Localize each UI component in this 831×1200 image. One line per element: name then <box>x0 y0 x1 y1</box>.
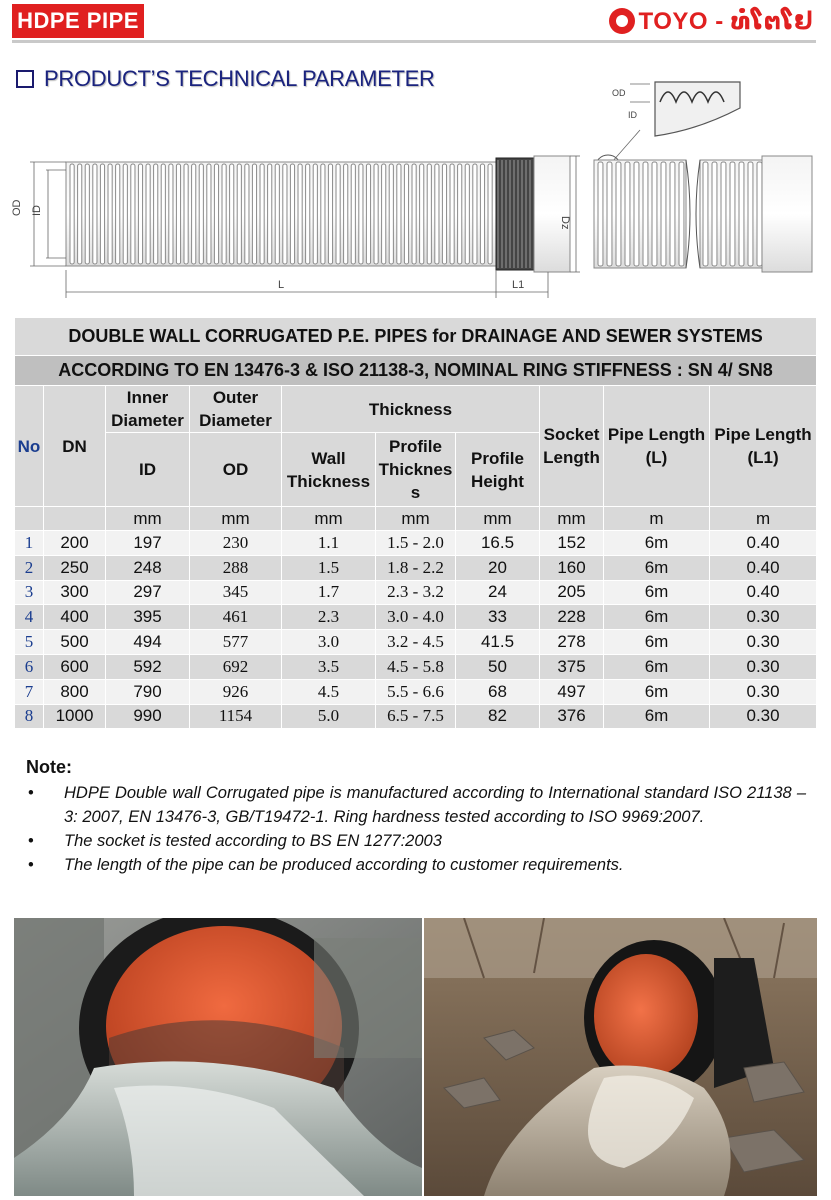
unit-cell: mm <box>190 507 282 531</box>
cell-id: 395 <box>106 605 190 630</box>
cell-no: 8 <box>15 704 44 729</box>
cell-no: 3 <box>15 580 44 605</box>
cell-wall: 1.1 <box>282 531 376 556</box>
cell-id: 990 <box>106 704 190 729</box>
header-no: No <box>15 386 44 507</box>
cell-wall: 3.0 <box>282 630 376 655</box>
header-outer-diameter: Outer Diameter <box>190 386 282 433</box>
cell-profile-h: 16.5 <box>456 531 540 556</box>
cell-id: 297 <box>106 580 190 605</box>
cell-socket: 497 <box>540 679 604 704</box>
unit-cell: m <box>710 507 817 531</box>
header-inner-diameter: Inner Diameter <box>106 386 190 433</box>
note-item: • The length of the pipe can be produced according to customer requirements. <box>26 853 806 877</box>
pipe-technical-drawing <box>0 70 831 310</box>
header-dn: DN <box>44 386 106 507</box>
cell-l: 6m <box>604 555 710 580</box>
note-heading: Note: <box>26 757 72 777</box>
unit-cell: mm <box>456 507 540 531</box>
dz-dimension-label: Dz <box>559 216 571 230</box>
cell-od: 230 <box>190 531 282 556</box>
cell-l: 6m <box>604 679 710 704</box>
header-socket-length: Socket Length <box>540 386 604 507</box>
table-row <box>15 630 817 655</box>
length-dimension-label: L <box>278 279 285 291</box>
header-wall-thickness: Wall Thickness <box>282 433 376 507</box>
specifications-table <box>14 317 817 729</box>
cell-l1: 0.30 <box>710 605 817 630</box>
cell-no: 2 <box>15 555 44 580</box>
cell-l: 6m <box>604 654 710 679</box>
cell-id: 790 <box>106 679 190 704</box>
cell-l1: 0.40 <box>710 555 817 580</box>
cell-od: 692 <box>190 654 282 679</box>
cell-dn: 800 <box>44 679 106 704</box>
cell-socket: 205 <box>540 580 604 605</box>
note-item: • The socket is tested according to BS EN 1277:2003 <box>26 829 806 853</box>
cell-od: 926 <box>190 679 282 704</box>
l1-dimension-label: L1 <box>512 279 525 291</box>
od-dimension-label: OD <box>11 199 23 216</box>
cell-socket: 375 <box>540 654 604 679</box>
table-subtitle: ACCORDING TO EN 13476-3 & ISO 21138-3, NOMINAL RING STIFFNESS : SN 4/ SN8 <box>15 356 817 386</box>
cell-l1: 0.40 <box>710 531 817 556</box>
header-pipe-length-l: Pipe Length (L) <box>604 386 710 507</box>
cell-od: 577 <box>190 630 282 655</box>
id-detail-label: ID <box>628 110 637 120</box>
header-profile-thickness: Profile Thicknes s <box>376 433 456 507</box>
cell-profile-t: 6.5 - 7.5 <box>376 704 456 729</box>
brand-logo-block <box>609 4 813 38</box>
units-row <box>15 507 817 531</box>
cell-socket: 376 <box>540 704 604 729</box>
cell-socket: 160 <box>540 555 604 580</box>
cell-profile-h: 20 <box>456 555 540 580</box>
cell-od: 288 <box>190 555 282 580</box>
table-row <box>15 580 817 605</box>
cell-socket: 152 <box>540 531 604 556</box>
bullet-icon: • <box>28 832 34 850</box>
bullet-icon: • <box>28 856 34 874</box>
cell-profile-h: 41.5 <box>456 630 540 655</box>
cell-l1: 0.30 <box>710 704 817 729</box>
cell-dn: 250 <box>44 555 106 580</box>
cell-profile-t: 3.2 - 4.5 <box>376 630 456 655</box>
unit-cell <box>44 507 106 531</box>
cell-profile-t: 4.5 - 5.8 <box>376 654 456 679</box>
cell-l1: 0.30 <box>710 679 817 704</box>
cell-dn: 500 <box>44 630 106 655</box>
cell-l1: 0.40 <box>710 580 817 605</box>
cell-l: 6m <box>604 580 710 605</box>
cell-id: 248 <box>106 555 190 580</box>
table-row <box>15 704 817 729</box>
unit-cell: mm <box>540 507 604 531</box>
cell-no: 7 <box>15 679 44 704</box>
table-title: DOUBLE WALL CORRUGATED P.E. PIPES for DRAINAGE AND SEWER SYSTEMS <box>15 318 817 356</box>
cell-profile-h: 24 <box>456 580 540 605</box>
cell-dn: 300 <box>44 580 106 605</box>
riverbank-pipe-photo <box>424 918 817 1196</box>
cell-no: 6 <box>15 654 44 679</box>
cell-wall: 1.5 <box>282 555 376 580</box>
id-dimension-label: ID <box>31 205 43 216</box>
cell-dn: 1000 <box>44 704 106 729</box>
bullet-icon: • <box>28 784 34 802</box>
brand-name: TOYO - ທໍ່ໂຕໂຢ <box>638 7 813 35</box>
cell-socket: 278 <box>540 630 604 655</box>
cell-id: 197 <box>106 531 190 556</box>
cell-no: 5 <box>15 630 44 655</box>
cell-profile-h: 68 <box>456 679 540 704</box>
cell-od: 461 <box>190 605 282 630</box>
cell-profile-h: 33 <box>456 605 540 630</box>
cell-l: 6m <box>604 704 710 729</box>
cell-l: 6m <box>604 630 710 655</box>
cell-od: 1154 <box>190 704 282 729</box>
cell-profile-t: 2.3 - 3.2 <box>376 580 456 605</box>
cell-socket: 228 <box>540 605 604 630</box>
header-od: OD <box>190 433 282 507</box>
unit-cell: m <box>604 507 710 531</box>
unit-cell: mm <box>376 507 456 531</box>
cell-id: 592 <box>106 654 190 679</box>
cell-profile-t: 5.5 - 6.6 <box>376 679 456 704</box>
cell-wall: 3.5 <box>282 654 376 679</box>
section-title-text: PRODUCT’S TECHNICAL PARAMETER <box>44 66 435 91</box>
note-item: • HDPE Double wall Corrugated pipe is manufactured according to International standard ISO 21138 – 3: 2007, EN 13476-3, GB/T19472-1. Ring hardness tested according to ISO 9969:2007. <box>26 781 806 829</box>
pipe-section-drawing <box>594 156 812 272</box>
cell-profile-t: 1.5 - 2.0 <box>376 531 456 556</box>
table-row <box>15 605 817 630</box>
cell-profile-h: 50 <box>456 654 540 679</box>
header-pipe-length-l1: Pipe Length (L1) <box>710 386 817 507</box>
cell-profile-h: 82 <box>456 704 540 729</box>
header-id: ID <box>106 433 190 507</box>
cell-od: 345 <box>190 580 282 605</box>
cell-id: 494 <box>106 630 190 655</box>
table-row <box>15 654 817 679</box>
cell-l1: 0.30 <box>710 654 817 679</box>
cell-no: 4 <box>15 605 44 630</box>
main-pipe-drawing <box>66 156 570 272</box>
cell-wall: 2.3 <box>282 605 376 630</box>
cell-no: 1 <box>15 531 44 556</box>
cell-dn: 200 <box>44 531 106 556</box>
header-thickness: Thickness <box>282 386 540 433</box>
brand-logo-icon <box>609 8 635 34</box>
header-divider <box>12 40 816 43</box>
header-profile-height: Profile Height <box>456 433 540 507</box>
table-row <box>15 531 817 556</box>
cell-wall: 5.0 <box>282 704 376 729</box>
notes-list <box>26 781 806 877</box>
od-detail-label: OD <box>612 88 626 98</box>
culvert-outfall-photo <box>14 918 422 1196</box>
unit-cell: mm <box>106 507 190 531</box>
cell-l1: 0.30 <box>710 630 817 655</box>
cell-wall: 4.5 <box>282 679 376 704</box>
product-badge: HDPE PIPE <box>12 4 144 38</box>
unit-cell <box>15 507 44 531</box>
cell-profile-t: 3.0 - 4.0 <box>376 605 456 630</box>
unit-cell: mm <box>282 507 376 531</box>
table-row <box>15 555 817 580</box>
table-row <box>15 679 817 704</box>
cell-wall: 1.7 <box>282 580 376 605</box>
cell-l: 6m <box>604 605 710 630</box>
cell-profile-t: 1.8 - 2.2 <box>376 555 456 580</box>
cell-dn: 400 <box>44 605 106 630</box>
cell-l: 6m <box>604 531 710 556</box>
cell-dn: 600 <box>44 654 106 679</box>
